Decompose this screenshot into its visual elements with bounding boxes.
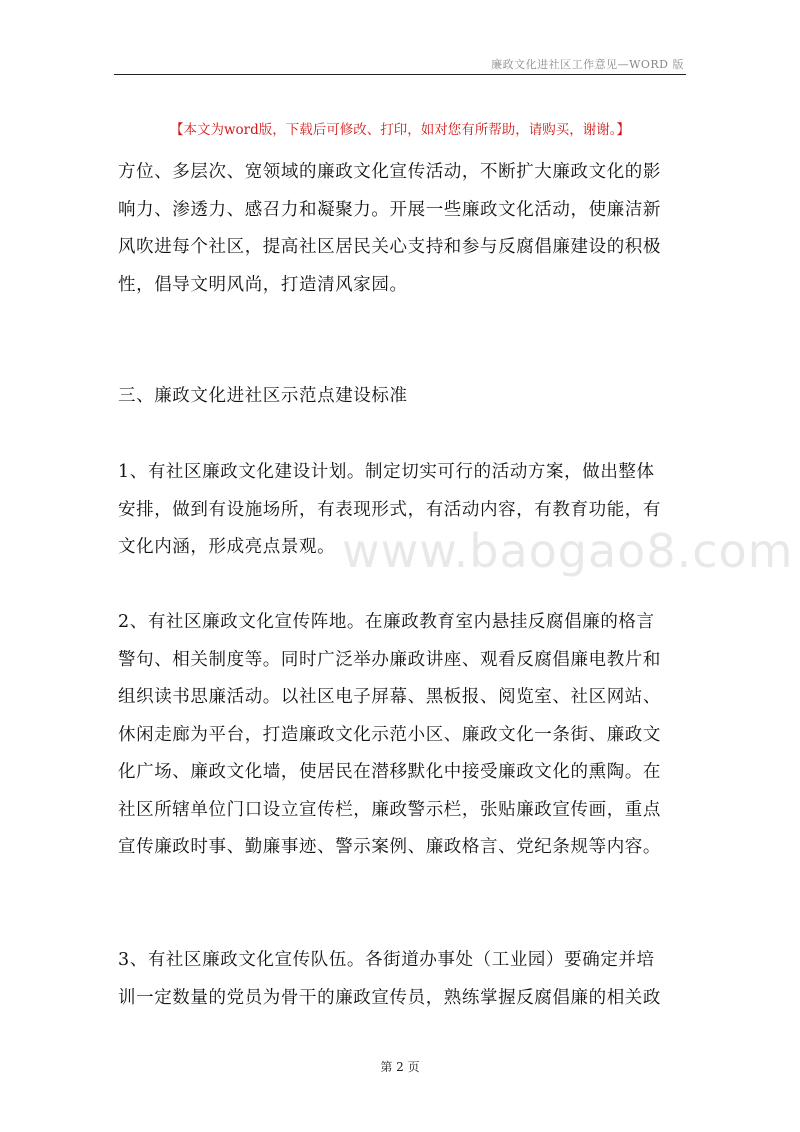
- text-line: 2、有社区廉政文化宣传阵地。在廉政教育室内悬挂反腐倡廉的格言: [118, 612, 655, 632]
- text-line: 组织读书思廉活动。以社区电子屏幕、黑板报、阅览室、社区网站、: [118, 687, 661, 707]
- text-line: 性，倡导文明风尚，打造清风家园。: [118, 274, 408, 295]
- text-line: 1、有社区廉政文化建设计划。制定切实可行的活动方案，做出整体: [118, 462, 655, 482]
- text-line: 响力、渗透力、感召力和凝聚力。开展一些廉政文化活动，使廉洁新: [118, 199, 661, 220]
- header-title: 廉政文化进社区工作意见—WORD 版: [491, 58, 684, 71]
- text-line: 社区所辖单位门口设立宣传栏，廉政警示栏，张贴廉政宣传画，重点: [118, 799, 661, 820]
- text-line: 文化内涵，形成亮点景观。: [118, 537, 336, 557]
- text-line: 3、有社区廉政文化宣传队伍。各街道办事处（工业园）要确定并培: [118, 950, 655, 970]
- download-notice: 【本文为word版，下载后可修改、打印，如对您有所帮助，请购买，谢谢。】: [169, 122, 631, 138]
- text-line: 风吹进每个社区，提高社区居民关心支持和参与反腐倡廉建设的积极: [118, 237, 661, 257]
- page-number: 第 2 页: [380, 1060, 420, 1074]
- text-line: 方位、多层次、宽领域的廉政文化宣传活动，不断扩大廉政文化的影: [118, 162, 661, 182]
- page-header: [114, 44, 686, 75]
- paragraph-item-2: [118, 604, 690, 867]
- text-line: 宣传廉政时事、勤廉事迹、警示案例、廉政格言、党纪条规等内容。: [118, 837, 661, 857]
- paragraph-intro-continuation: [118, 154, 690, 304]
- paragraph-item-3: [118, 942, 690, 1017]
- text-line: 训一定数量的党员为骨干的廉政宣传员，熟练掌握反腐倡廉的相关政: [118, 987, 661, 1008]
- section-heading-text: 三、廉政文化进社区示范点建设标准: [118, 386, 408, 406]
- text-line: 安排，做到有设施场所，有表现形式，有活动内容，有教育功能，有: [118, 499, 661, 520]
- text-line: 警句、相关制度等。同时广泛举办廉政讲座、观看反腐倡廉电教片和: [118, 649, 661, 670]
- text-line: 休闲走廊为平台，打造廉政文化示范小区、廉政文化一条街、廉政文: [118, 724, 661, 745]
- section-heading: [118, 378, 690, 416]
- text-line: 化广场、廉政文化墙，使居民在潜移默化中接受廉政文化的熏陶。在: [118, 762, 661, 782]
- watermark: www.baogao8.com: [342, 524, 794, 578]
